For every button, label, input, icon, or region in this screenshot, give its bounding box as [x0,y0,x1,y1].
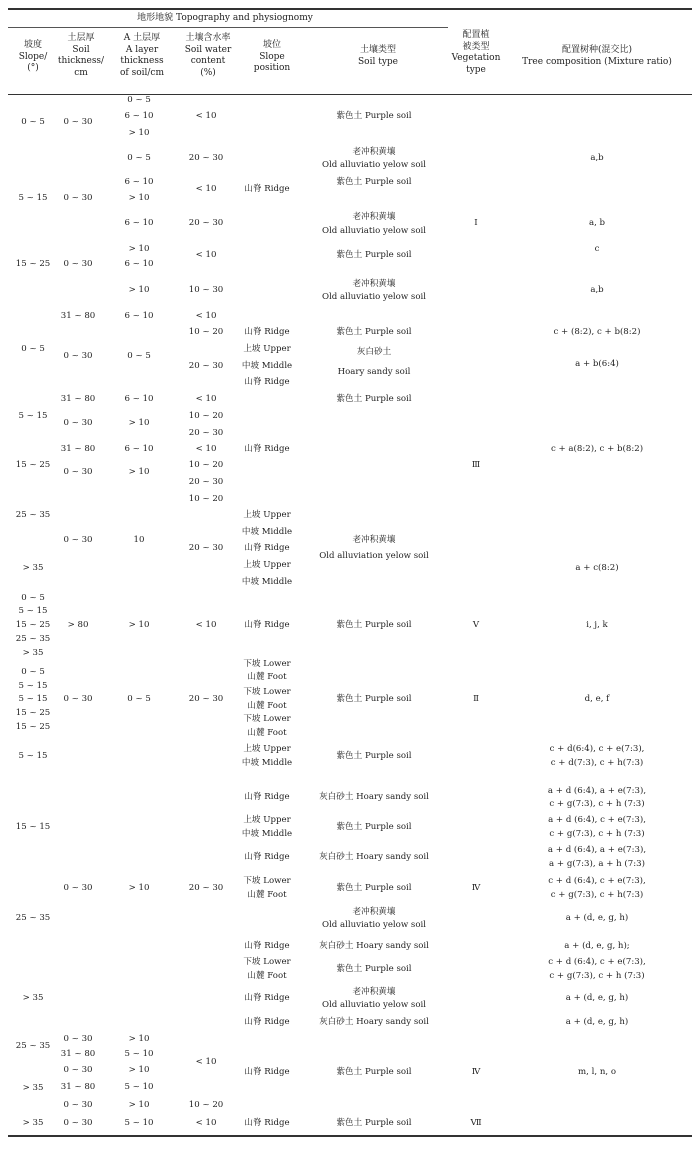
table-cell: 中坡 Middle [241,577,293,587]
table-cell: 紫色土 Purple soil [336,620,412,630]
table-cell: 6 ~ 10 [124,311,154,321]
table-cell: a + d (6:4), a + e(7:3), [547,786,647,796]
table-cell: 上坡 Upper [243,344,291,354]
table-cell: 紫色土 Purple soil [336,694,412,704]
table-cell: 老冲积黄壤 [352,987,396,997]
col-header-soil-thickness: 土层厚 Soil thickness/ cm [57,33,105,78]
col-header-tree-composition: 配置树种(混交比) Tree composition (Mixture ratio) [522,45,672,67]
table-cell: 5 ~ 15 [18,694,48,704]
table-cell: > 80 [67,620,89,630]
table-cell: 紫色土 Purple soil [336,1118,412,1128]
table-cell: 15 ~ 25 [15,460,51,470]
table-cell: 5 ~ 15 [18,751,48,761]
table-cell: 老冲积黄壤 [352,907,396,917]
table-cell: 6 ~ 10 [124,259,154,269]
table-cell: 山麓 Foot [247,672,287,682]
table-cell: 0 ~ 30 [63,467,93,477]
table-cell: Ⅲ [471,460,481,470]
table-cell: > 10 [128,1100,150,1110]
table-cell: 25 ~ 35 [15,510,51,520]
table-cell: 灰白砂土 Hoary sandy soil [319,792,429,802]
table-cell: 山脊 Ridge [244,1017,290,1027]
table-cell: c + d(6:4), c + e(7:3), [549,744,645,754]
table-cell: 0 ~ 30 [63,193,93,203]
table-cell: c [594,244,600,254]
table-cell: 5 ~ 15 [18,193,48,203]
table-cell: 5 ~ 15 [18,606,48,616]
table-cell: 山脊 Ridge [244,1118,290,1128]
col-header-vegetation-type: 配置植 被类型 Vegetation type [451,30,501,75]
table-cell: c + g(7:3), c + h(7:3) [550,890,644,900]
table-cell: a + (d, e, g, h) [565,913,629,923]
table-cell: 15 ~ 25 [15,620,51,630]
table-cell: 老冲积黄壤 [352,147,396,157]
table-cell: 10 ~ 20 [188,327,224,337]
table-cell: 紫色土 Purple soil [336,177,412,187]
table-cell: 灰白砂土 Hoary sandy soil [319,852,429,862]
table-cell: 上坡 Upper [243,815,291,825]
table-cell: 20 ~ 30 [188,543,224,553]
table-cell: 0 ~ 30 [63,1118,93,1128]
table-cell: 灰白砂土 Hoary sandy soil [319,941,429,951]
table-cell: 紫色土 Purple soil [336,1067,412,1077]
table-cell: c + g(7:3), c + h (7:3) [549,829,645,839]
table-cell: 0 ~ 5 [127,153,151,163]
table-cell: 20 ~ 30 [188,361,224,371]
table-cell: 10 ~ 20 [188,1100,224,1110]
table-cell: 紫色土 Purple soil [336,394,412,404]
table-cell: 紫色土 Purple soil [336,883,412,893]
table-cell: 山麓 Foot [247,971,287,981]
table-cell: 6 ~ 10 [124,444,154,454]
table-cell: < 10 [195,1118,217,1128]
table-cell: 下坡 Lower [243,659,291,669]
table-cell: 6 ~ 10 [124,111,154,121]
table-cell: 6 ~ 10 [124,218,154,228]
table-cell: 紫色土 Purple soil [336,964,412,974]
table-cell: 10 [133,535,145,545]
table-cell: 上坡 Upper [243,510,291,520]
table-cell: 中坡 Middle [241,527,293,537]
table-cell: > 35 [22,648,44,658]
group-underline [8,27,448,28]
table-cell: a + d (6:4), c + e(7:3), [548,815,646,825]
table-cell: c + (8:2), c + b(8:2) [553,327,641,337]
table-cell: 15 ~ 15 [15,822,51,832]
table-cell: c + d(7:3), c + h(7:3) [550,758,644,768]
table-cell: 山脊 Ridge [244,1067,290,1077]
table-cell: 0 ~ 30 [63,883,93,893]
table-cell: > 10 [128,418,150,428]
table-cell: 老冲积黄壤 [352,535,396,545]
table-cell: 0 ~ 30 [63,418,93,428]
table-cell: Ⅳ [471,883,481,893]
table-cell: 老冲积黄壤 [352,279,396,289]
table-cell: 31 ~ 80 [60,311,96,321]
table-cell: m, l, n, o [578,1067,616,1077]
table-cell: 山脊 Ridge [244,852,290,862]
table-cell: 25 ~ 35 [15,1041,51,1051]
table-cell: 0 ~ 5 [21,344,45,354]
table-cell: 紫色土 Purple soil [336,751,412,761]
table-cell: 0 ~ 5 [127,694,151,704]
table-cell: < 10 [195,184,217,194]
table-cell: 5 ~ 15 [18,411,48,421]
table-cell: 0 ~ 30 [63,1034,93,1044]
table-cell: 20 ~ 30 [188,428,224,438]
table-cell: a + d (6:4), a + e(7:3), [547,845,647,855]
table-cell: a + c(8:2) [575,563,619,573]
table-cell: > 35 [22,563,44,573]
col-header-slope: 坡度 Slope/ (°) [18,40,48,73]
table-cell: 灰白砂土 [356,347,392,357]
table-cell: 15 ~ 25 [15,259,51,269]
table-cell: 灰白砂土 Hoary sandy soil [319,1017,429,1027]
table-cell: 上坡 Upper [243,744,291,754]
table-cell: 25 ~ 35 [15,634,51,644]
table-cell: 20 ~ 30 [188,153,224,163]
table-cell: 下坡 Lower [243,714,291,724]
table-cell: 紫色土 Purple soil [336,327,412,337]
table-cell: Ⅱ [473,694,479,704]
table-cell: Old alluviatio yelow soil [321,160,427,170]
table-cell: 0 ~ 5 [21,593,45,603]
table-cell: < 10 [195,1057,217,1067]
table-cell: a + (d, e, g, h) [565,993,629,1003]
table-cell: 紫色土 Purple soil [336,250,412,260]
table-cell: d, e, f [584,694,610,704]
table-cell: 山脊 Ridge [244,184,290,194]
table-cell: c + g(7:3), c + h (7:3) [549,799,645,809]
table-cell: 山麓 Foot [247,728,287,738]
table-cell: a,b [590,285,604,295]
table-cell: 10 ~ 30 [188,285,224,295]
table-cell: < 10 [195,620,217,630]
table-cell: < 10 [195,311,217,321]
table-cell: 5 ~ 15 [18,681,48,691]
table-cell: Ⅰ [474,218,478,228]
table-cell: 0 ~ 30 [63,351,93,361]
table-cell: a + g(7:3), a + h (7:3) [549,859,645,869]
table-cell: < 10 [195,444,217,454]
table-cell: c + d (6:4), c + e(7:3), [548,957,646,967]
table-cell: Old alluviation yelow soil [319,551,429,561]
table-cell: 20 ~ 30 [188,218,224,228]
table-cell: 山脊 Ridge [244,792,290,802]
col-header-water-content: 土壤含水率 Soil water content (%) [184,33,232,78]
table-cell: 6 ~ 10 [124,177,154,187]
table-cell: 20 ~ 30 [188,883,224,893]
table-cell: 31 ~ 80 [60,444,96,454]
table-cell: 山麓 Foot [247,701,287,711]
table-cell: 15 ~ 25 [15,708,51,718]
table-cell: 15 ~ 25 [15,722,51,732]
table-cell: 紫色土 Purple soil [336,822,412,832]
table-cell: > 10 [128,128,150,138]
table-cell: 0 ~ 5 [127,95,151,105]
table-cell: a + (d, e, g, h) [565,1017,629,1027]
table-cell: c + g(7:3), c + h (7:3) [549,971,645,981]
table-cell: 0 ~ 5 [21,667,45,677]
table-cell: 20 ~ 30 [188,477,224,487]
table-cell: 0 ~ 30 [63,694,93,704]
bottom-rule [8,1135,692,1137]
table-cell: Ⅴ [472,620,480,630]
table-cell: a,b [590,153,604,163]
table-cell: 31 ~ 80 [60,394,96,404]
table-cell: 6 ~ 10 [124,394,154,404]
table-cell: 0 ~ 30 [63,1100,93,1110]
table-cell: Ⅳ [471,1067,481,1077]
table-cell: 上坡 Upper [243,560,291,570]
topography-group-title: 地形地貌 Topography and physiognomy [137,13,313,23]
table-cell: 25 ~ 35 [15,913,51,923]
table-cell: Old alluviatio yelow soil [321,226,427,236]
header-bottom-rule [8,94,692,95]
table-cell: 31 ~ 80 [60,1082,96,1092]
table-cell: 中坡 Middle [241,758,293,768]
table-cell: a + (d, e, g, h); [564,941,630,951]
table-cell: 0 ~ 30 [63,117,93,127]
table-cell: 下坡 Lower [243,876,291,886]
table-cell: > 10 [128,620,150,630]
table-cell: Hoary sandy soil [337,367,411,377]
table-cell: 山脊 Ridge [244,620,290,630]
table-cell: 0 ~ 30 [63,1065,93,1075]
table-cell: 10 ~ 20 [188,494,224,504]
top-rule [8,8,692,10]
col-header-a-layer: A 土层厚 A layer thickness of soil/cm [119,33,165,78]
table-cell: > 10 [128,1065,150,1075]
table-cell: 5 ~ 10 [124,1082,154,1092]
table-cell: Old alluviatio yelow soil [321,292,427,302]
table-cell: 山脊 Ridge [244,327,290,337]
table-cell: 20 ~ 30 [188,694,224,704]
table-cell: > 10 [128,1034,150,1044]
table-cell: Old alluviatio yelow soil [321,920,427,930]
col-header-slope-position: 坡位 Slope position [253,40,291,73]
table-cell: 0 ~ 5 [127,351,151,361]
col-header-soil-type: 土壤类型 Soil type [358,45,398,67]
table-cell: 31 ~ 80 [60,1049,96,1059]
table-cell: 山脊 Ridge [244,377,290,387]
cropped-caption-remnant [130,0,460,4]
table-cell: < 10 [195,250,217,260]
table-cell: c + d (6:4), c + e(7:3), [548,876,646,886]
table-cell: 山麓 Foot [247,890,287,900]
table-cell: 0 ~ 5 [21,117,45,127]
table-cell: > 10 [128,244,150,254]
table-cell: 山脊 Ridge [244,941,290,951]
table-cell: 0 ~ 30 [63,259,93,269]
table-cell: 紫色土 Purple soil [336,111,412,121]
table-cell: a, b [588,218,606,228]
table-cell: > 35 [22,993,44,1003]
table-cell: 0 ~ 30 [63,535,93,545]
table-cell: 下坡 Lower [243,687,291,697]
table-cell: 10 ~ 20 [188,411,224,421]
table-cell: 中坡 Middle [241,829,293,839]
table-cell: 中坡 Middle [241,361,293,371]
table-cell: i, j, k [586,620,608,630]
table-cell: > 10 [128,883,150,893]
table-cell: > 10 [128,193,150,203]
table-cell: > 10 [128,467,150,477]
table-cell: < 10 [195,394,217,404]
table-cell: 老冲积黄壤 [352,212,396,222]
table-cell: < 10 [195,111,217,121]
table-cell: Old alluviatio yelow soil [321,1000,427,1010]
table-cell: c + a(8:2), c + b(8:2) [550,444,644,454]
table-cell: > 10 [128,285,150,295]
table-cell: 5 ~ 10 [124,1118,154,1128]
table-cell: Ⅶ [470,1118,482,1128]
table-cell: 山脊 Ridge [244,993,290,1003]
table-cell: 山脊 Ridge [244,543,290,553]
table-cell: > 35 [22,1118,44,1128]
table-cell: > 35 [22,1083,44,1093]
table-cell: a + b(6:4) [575,359,619,369]
table-cell: 山脊 Ridge [244,444,290,454]
table-cell: 下坡 Lower [243,957,291,967]
table-cell: 10 ~ 20 [188,460,224,470]
table-cell: 5 ~ 10 [124,1049,154,1059]
